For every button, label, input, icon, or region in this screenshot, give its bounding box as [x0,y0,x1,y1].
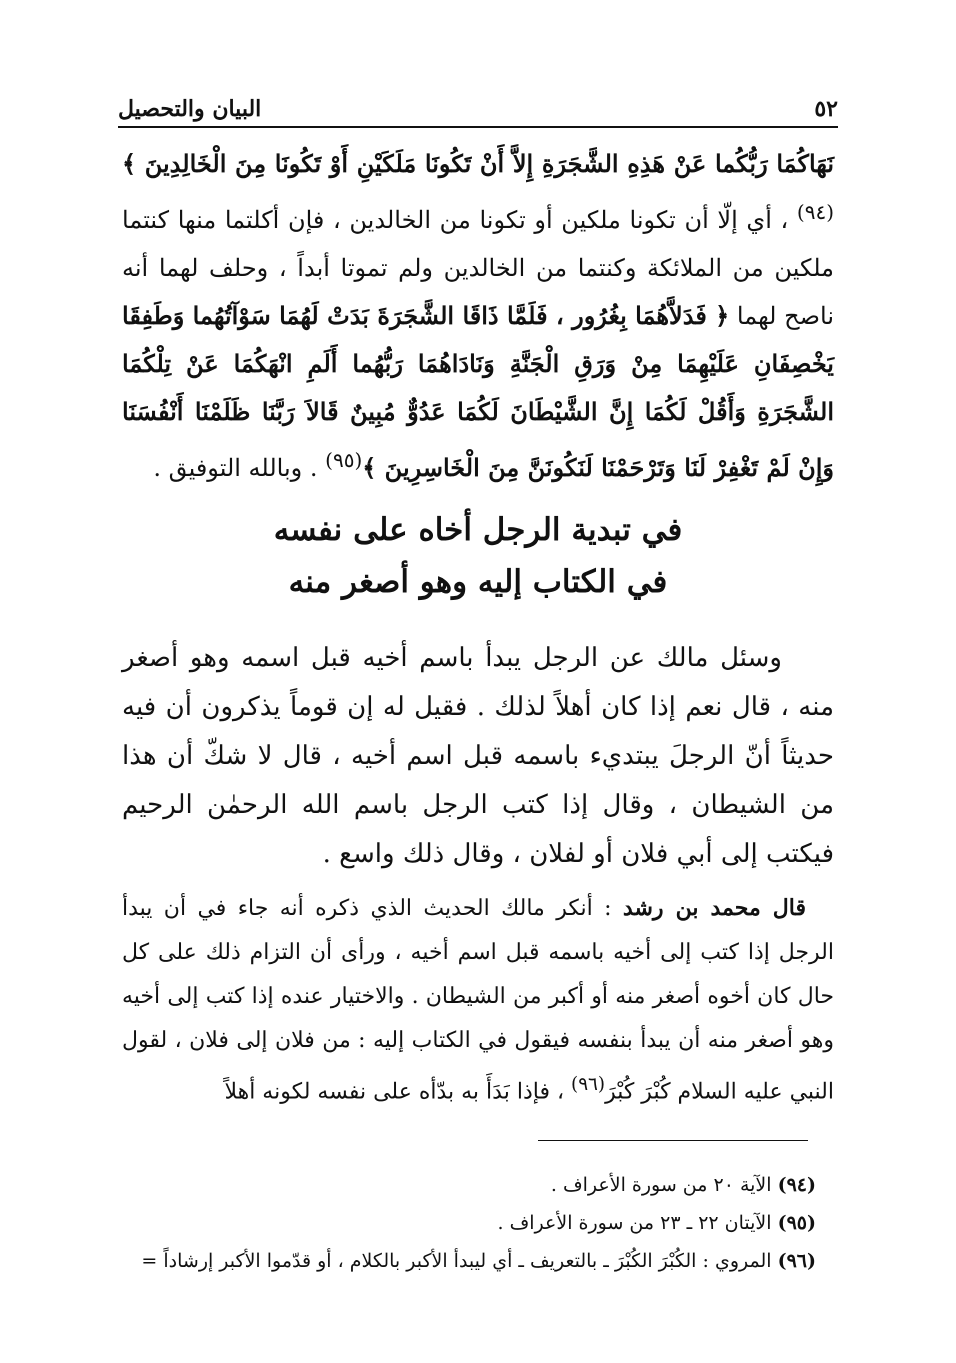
paragraph-text: : أنكر مالك الحديث الذي ذكره أنه جاء في أن يبدأ الرجل إذا كتب إلى أخيه باسمه قبل اسم أخيه ، ورأى أن التزام ذلك على كل حال كان أخوه أصغر منه أو أكبر من الشيطان . والاختيار عنده إذا كتب إلى أخيه وهو أصغر منه أن يبدأ بنفسه فيقول في الكتاب إليه : من فلان إلى فلان ، لقول النبي عليه السلام كُبْرَ كُبْرَ [122,896,834,1105]
speaker-label: قال محمد بن رشد [622,895,806,921]
footnote-ref-96: (٩٦) [571,1074,606,1095]
footnote-ref-95: (٩٥) [325,448,363,472]
footnote-96 [90,1242,816,1280]
page-number: ٥٢ [814,96,838,122]
section-heading-line-2: في الكتاب إليه وهو أصغر منه [288,564,668,600]
quran-commentary-paragraph [122,140,834,492]
footnote-number: (٩٦) [777,1250,816,1272]
paragraph-text: وسئل مالك عن الرجل يبدأ باسم أخيه قبل اسمه وهو أصغر منه ، قال نعم إذا كان أهلاً لذلك . فقيل له إن قوماً يذكرون أن فيه حديثاً أنّ الرجلَ يبتديء باسمه قبل اسم أخيه ، قال لا شكّ أن هذا من الشيطان ، وقال إذا كتب الرجل باسم الله الرحمٰن الرحيم فيكتب إلى أبي فلان أو لفلان ، وقال ذلك واسع . [122,643,834,869]
malik-question-paragraph [122,634,834,879]
closing-phrase: . وبالله التوفيق . [153,454,326,482]
footnote-divider [538,1140,808,1141]
book-title: البيان والتحصيل [118,96,262,122]
footnotes [90,1166,816,1280]
section-heading-line-1: في تبدية الرجل أخاه على نفسه [273,512,683,548]
quran-verse: نَهَاكُمَا رَبُّكُما عَنْ هَذِهِ الشَّجَرَةِ إِلاَّ أَنْ تَكُونَا مَلَكَيْنِ أَوْ تَكُونَا مِنَ الْخَالِدِينَ ﴾ [122,149,834,178]
running-header [118,86,838,122]
footnote-number: (٩٥) [777,1212,816,1234]
footnote-95 [90,1204,816,1242]
ibn-rushd-commentary-paragraph [122,886,834,1114]
footnote-ref-94: (٩٤) [796,200,835,224]
footnote-text: المروي : الكُبْرَ الكُبْرَ ـ بالتعريف ـ أي ليبدأ الأكبر بالكلام ، أو قدّموا الأكبر إرشاداً = [141,1250,778,1272]
commentary-text: ، أي إلّا أن تكونا ملكين أو تكونا من الخالدين ، فإن أكلتما منها كنتما ملكين من الملائكة وكنتما من الخالدين ولم تموتا أبداً ، وحلف لهما أنه ناصح لهما [122,206,834,330]
footnote-94 [90,1166,816,1204]
header-divider [118,126,838,128]
quran-verse: ﴿ فَدَلاَّهُمَا بِغُرُور ، فَلَمَّا ذَاقَا الشَّجَرَةَ بَدَتْ لَهُمَا سَوْآتُهُما وَطَفِقَا يَخْصِفَانِ عَلَيْهِمَا مِنْ وَرَقِ الْجَنَّةِ وَنَادَاهُمَا رَبُّهُما أَلَمِ انْهَكُمَا عَنْ تِلْكُمَا الشَّجَرَةِ وَأَقُلْ لَكُمَا إِنَّ الشَّيْطَانَ لَكُمَا عَدُوٌّ مُبِينٌ قَالاَ رَبَّنَا ظَلَمْنَا أَنْفُسَنَا وَإِنْ لَمْ تَغْفِرْ لَنَا وَتَرْحَمْنَا لَنَكُونَنَّ مِنَ الْخَاسِرِينَ ﴾ [122,301,834,482]
paragraph-text-end: ، فإذا بَدَأَ به بدّأه على نفسه لكونه أهلاً [224,1079,572,1105]
section-heading [120,504,836,608]
footnote-text: الآية ٢٠ من سورة الأعراف . [550,1174,778,1196]
footnote-number: (٩٤) [777,1174,816,1196]
footnote-text: الآيتان ٢٢ ـ ٢٣ من سورة الأعراف . [497,1212,778,1234]
